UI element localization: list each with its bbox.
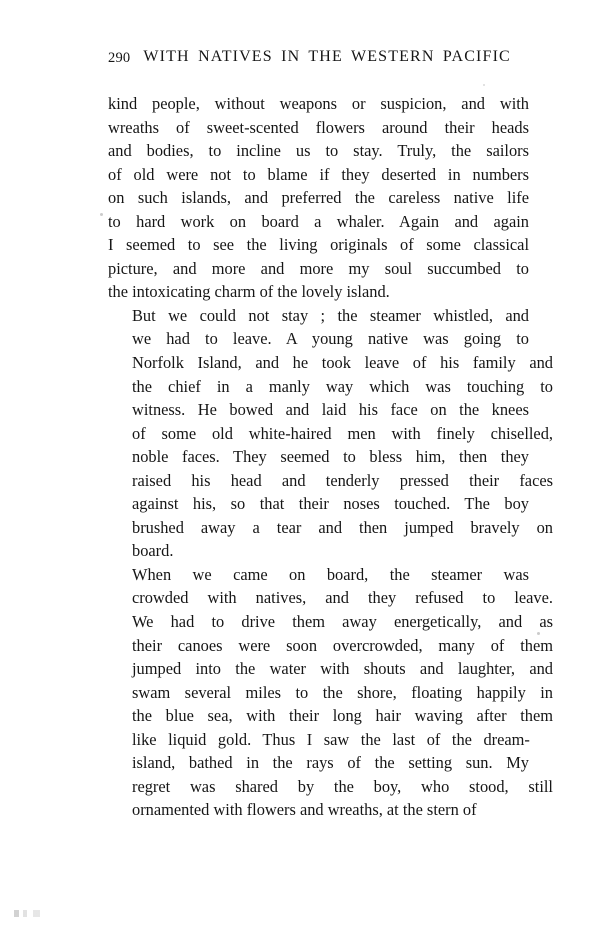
running-head-title: WITH NATIVES IN THE WESTERN PACIFIC	[143, 48, 511, 65]
text-line: regret was shared by the boy, who stood, still	[132, 776, 553, 796]
text-line: of old were not to blame if they deserted in numbers	[108, 164, 529, 184]
text-line: the blue sea, with their long hair waving after them	[132, 706, 553, 726]
body-text-block	[108, 92, 553, 822]
paragraph	[108, 563, 553, 822]
text-line: on such islands, and preferred the careless native life	[108, 188, 529, 208]
text-line: raised his head and tenderly pressed their faces	[132, 470, 553, 490]
text-line: picture, and more and more my soul succumbed to	[108, 258, 529, 278]
text-line: kind people, without weapons or suspicion, and with	[108, 94, 529, 113]
text-line: noble faces. They seemed to bless him, then they	[132, 447, 529, 467]
text-line: and bodies, to incline us to stay. Truly, the sailors	[108, 141, 529, 161]
text-line: of some old white-haired men with finely chiselled,	[132, 423, 553, 443]
text-line: Norfolk Island, and he took leave of his family and	[132, 353, 553, 373]
text-line: But we could not stay ; the steamer whistled, and	[132, 305, 529, 325]
text-line: witness. He bowed and laid his face on the knees	[132, 400, 529, 420]
text-line: board.	[132, 541, 174, 561]
text-line: the intoxicating charm of the lovely island.	[108, 282, 390, 302]
text-line: to hard work on board a whaler. Again and again	[108, 211, 529, 231]
text-line: crowded with natives, and they refused to leave.	[132, 588, 553, 608]
scan-speck-icon	[483, 84, 485, 86]
scan-smudge-icon	[14, 910, 44, 917]
running-head	[108, 48, 528, 70]
text-line: swam several miles to the shore, floating happily in	[132, 682, 553, 702]
paragraph	[108, 92, 529, 304]
text-line: I seemed to see the living originals of some classical	[108, 235, 529, 255]
page-folio-number: 290	[108, 50, 131, 66]
text-line: the chief in a manly way which was touching to	[132, 376, 553, 396]
text-line: island, bathed in the rays of the setting sun. My	[132, 753, 529, 773]
text-line: We had to drive them away energetically, and as	[132, 612, 553, 632]
scan-speck-icon	[100, 213, 103, 216]
text-line: their canoes were soon overcrowded, many of them	[132, 635, 553, 655]
text-line: like liquid gold. Thus I saw the last of the dream-	[132, 729, 530, 749]
text-line: we had to leave. A young native was going to	[132, 329, 529, 349]
text-line: against his, so that their noses touched. The boy	[132, 494, 529, 514]
text-line: ornamented with flowers and wreaths, at the stern of	[132, 800, 477, 820]
scan-speck-icon	[537, 632, 540, 635]
text-line: When we came on board, the steamer was	[132, 564, 529, 584]
text-line: jumped into the water with shouts and laughter, and	[132, 659, 553, 679]
text-line: wreaths of sweet-scented flowers around their heads	[108, 117, 529, 137]
text-line: brushed away a tear and then jumped bravely on	[132, 517, 553, 537]
paragraph	[108, 304, 553, 563]
